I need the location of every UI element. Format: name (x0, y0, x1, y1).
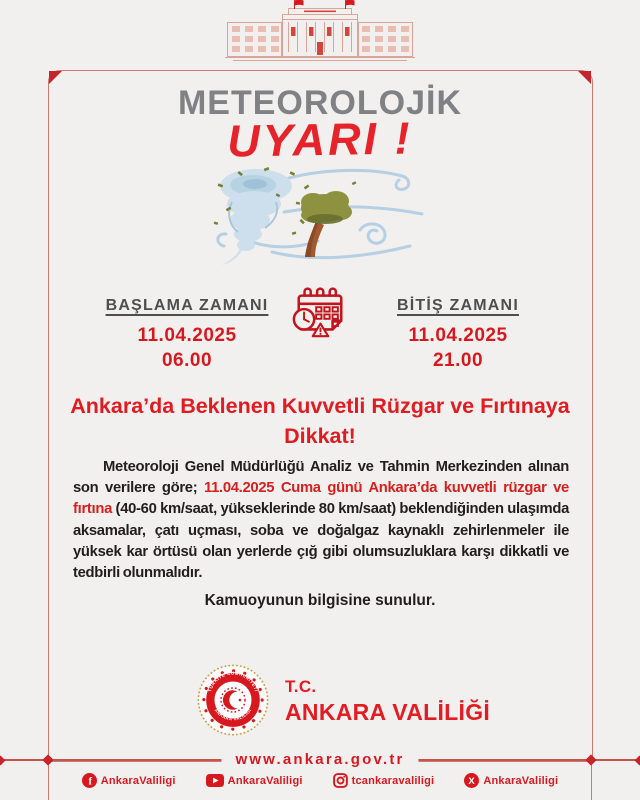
divider-marker (0, 756, 5, 766)
social-link-facebook[interactable] (82, 773, 176, 788)
org-line1: T.C. (285, 677, 317, 696)
body-text: Meteoroloji Genel Müdürlüğü Analiz ve Tahmin Merkezinden alınan son verilere göre; (73, 459, 569, 497)
end-date: 11.04.2025 (408, 325, 508, 346)
facebook-icon (82, 773, 97, 788)
warning-title: UYARI ! (226, 112, 414, 167)
social-handle: AnkaraValiligi (100, 774, 176, 787)
social-links-row (0, 773, 640, 788)
svg-text:f: f (88, 776, 92, 788)
frame-extension-left (48, 760, 49, 800)
alert-heading: Ankara’da Beklenen Kuvvetli Rüzgar ve Fırtınaya Dikkat! (70, 394, 570, 448)
social-handle: AnkaraValiligi (227, 774, 303, 787)
body-text: (40-60 km/saat, yükseklerinde 80 km/saat) beklendiğinden ulaşımda aksamalar, çatı uçması, soba ve doğalgaz kaynaklı zehirlenmeler ile yüksek kar örtüsü olan yerlerde çığ gibi olumsuzluklara karşı dikkatli ve tedbirli olunmalıdır. (73, 501, 569, 582)
divider-marker (635, 756, 640, 766)
closing-note: Kamuoyunun bilgisine sunulur. (204, 592, 436, 609)
organization-name (285, 677, 490, 726)
start-date: 11.04.2025 (137, 325, 237, 346)
end-time: 21.00 (432, 349, 484, 371)
social-handle: AnkaraValiligi (483, 774, 559, 787)
social-link-x[interactable] (464, 773, 558, 788)
seal-top-text: TÜRKİYE CUMHURİYETİ (207, 670, 259, 693)
svg-text:X: X (468, 775, 475, 787)
seal-bottom-text: ANKARA VALİLİĞİ (213, 707, 253, 722)
instagram-icon (333, 773, 348, 788)
start-time: 06.00 (161, 349, 213, 371)
government-building-illustration (225, 0, 415, 62)
website-link[interactable]: www.ankara.gov.tr (221, 748, 418, 771)
clock-icon (294, 309, 314, 329)
flag-icon (295, 0, 355, 9)
bent-tree-icon (301, 191, 352, 257)
social-link-youtube[interactable] (206, 774, 303, 787)
body-highlight: 11.04.2025 Cuma günü Ankara’da kuvvetli rüzgar ve fırtına (73, 480, 569, 518)
calendar-warning-icon (291, 282, 349, 344)
social-link-instagram[interactable] (333, 773, 435, 788)
frame-corner-accent (49, 71, 62, 84)
start-time-label: BAŞLAMA ZAMANI (105, 297, 269, 314)
alert-body (73, 457, 569, 584)
youtube-icon (206, 774, 224, 787)
org-line2: ANKARA VALİLİĞİ (285, 699, 491, 725)
end-time-label: BİTİŞ ZAMANI (397, 297, 519, 314)
frame-extension-right (591, 760, 592, 800)
page-title: METEOROLOJİK (177, 84, 463, 122)
ankara-governorship-seal (196, 663, 270, 737)
start-time-block (87, 297, 287, 372)
tornado-icon (220, 169, 292, 265)
frame-corner-accent (578, 71, 591, 84)
storm-tornado-illustration (212, 164, 428, 272)
end-time-block (358, 297, 558, 372)
social-handle: tcankaravaliligi (351, 774, 435, 787)
x-icon (464, 773, 479, 788)
